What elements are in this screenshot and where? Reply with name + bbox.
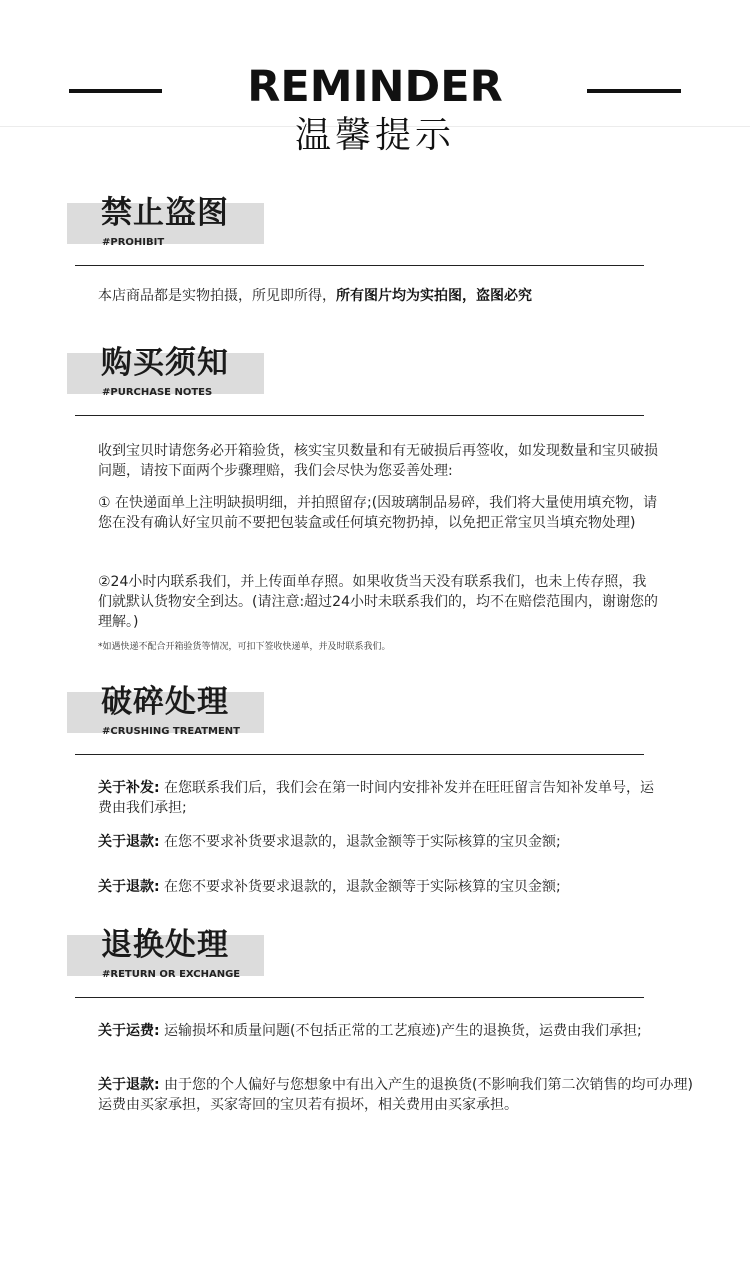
paragraph-lead: 关于退款: — [98, 1077, 160, 1093]
section-rule — [75, 415, 644, 416]
paragraph — [98, 1021, 728, 1041]
section-rule — [75, 754, 644, 755]
paragraph-lead: 关于运费: — [98, 1023, 160, 1039]
paragraph-text: 在您不要求补货要求退款的，退款金额等于实际核算的宝贝金额; — [159, 834, 561, 850]
section-tag: #RETURN OR EXCHANGE — [102, 969, 241, 980]
footnote: *如遇快递不配合开箱验货等情况，可扣下签收快递单，并及时联系我们。 — [98, 642, 391, 652]
section-rule — [75, 997, 644, 998]
paragraph — [98, 1075, 698, 1115]
paragraph-text: 由于您的个人偏好与您想象中有出入产生的退换货(不影响我们第二次销售的均可办理)运费由买家承担，买家寄回的宝贝若有损坏，相关费用由买家承担。 — [98, 1077, 693, 1113]
paragraph: 收到宝贝时请您务必开箱验货，核实宝贝数量和有无破损后再签收，如发现数量和宝贝破损问题，请按下面两个步骤理赔，我们会尽快为您妥善处理: — [98, 443, 658, 479]
section-title: 购买须知 — [101, 345, 229, 381]
paragraph-lead: 关于退款: — [98, 879, 160, 895]
paragraph — [98, 832, 698, 852]
paragraph-lead: 关于退款: — [98, 834, 160, 850]
section-tag: #CRUSHING TREATMENT — [102, 726, 240, 737]
paragraph-text: 运输损坏和质量问题(不包括正常的工艺痕迹)产生的退换货，运费由我们承担; — [159, 1023, 642, 1039]
section-tag: #PURCHASE NOTES — [102, 387, 213, 398]
paragraph-lead: 关于补发: — [98, 780, 160, 796]
page-title-cn: 温馨提示 — [294, 115, 455, 156]
section-title: 破碎处理 — [101, 684, 229, 720]
paragraph — [98, 286, 698, 306]
paragraph-text: 在您联系我们后，我们会在第一时间内安排补发并在旺旺留言告知补发单号，运费由我们承担; — [98, 780, 655, 816]
paragraph — [98, 778, 660, 818]
paragraph-text: 本店商品都是实物拍摄，所见即所得， — [98, 288, 336, 304]
paragraph: ②24小时内联系我们，并上传面单存照。如果收货当天没有联系我们，也未上传存照，我们就默认货物安全到达。(请注意:超过24小时未联系我们的，均不在赔偿范围内，谢谢您的理解。) — [98, 574, 658, 630]
paragraph-emphasis: 所有图片均为实拍图，盗图必究 — [336, 288, 532, 304]
section-title: 禁止盗图 — [101, 195, 229, 231]
paragraph: ① 在快递面单上注明缺损明细，并拍照留存;(因玻璃制品易碎，我们将大量使用填充物，请您在没有确认好宝贝前不要把包装盒或任何填充物扔掉，以免把正常宝贝当填充物处理) — [98, 495, 658, 531]
section-tag: #PROHIBIT — [102, 237, 165, 248]
section-rule — [75, 265, 644, 266]
page-title-en: REMINDER — [247, 62, 503, 112]
section-title: 退换处理 — [101, 927, 229, 963]
paragraph-text: 在您不要求补货要求退款的，退款金额等于实际核算的宝贝金额; — [159, 879, 561, 895]
paragraph — [98, 877, 698, 897]
